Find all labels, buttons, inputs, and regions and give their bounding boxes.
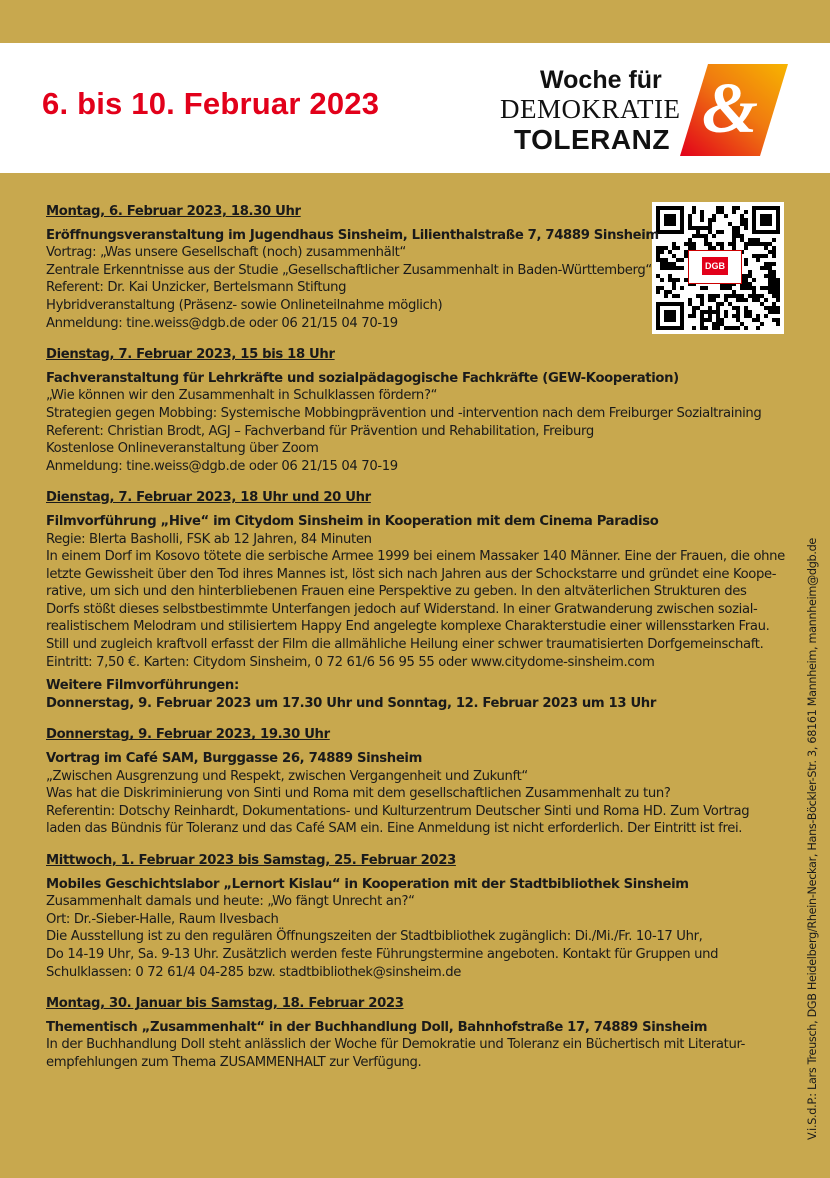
event-block (46, 346, 786, 475)
logo-line-3: TOLERANZ (514, 124, 670, 155)
event-title: Vortrag im Café SAM, Burggasse 26, 74889 Sinsheim (46, 751, 422, 767)
imprint: V.i.S.d.P.: Lars Treusch, DGB Heidelberg/Rhein-Neckar, Hans-Böckler-Str. 3, 68161 Mannheim, mannheim@dgb.de (806, 538, 819, 1140)
event-text-line: In einem Dorf im Kosovo tötete die serbische Armee 1999 bei einem Massaker 140 Männer. Eine der Frauen, die ohne (46, 549, 785, 565)
event-title: Mobiles Geschichtslabor „Lernort Kislau“ in Kooperation mit der Stadtbibliothek Sinsheim (46, 876, 689, 892)
logo-line-2: DEMOKRATIE (500, 94, 681, 124)
event-text-line: In der Buchhandlung Doll steht anlässlich der Woche für Demokratie und Toleranz ein Büchertisch mit Literatur- (46, 1037, 746, 1053)
event-text-line: „Zwischen Ausgrenzung und Respekt, zwischen Vergangenheit und Zukunft“ (46, 768, 528, 784)
event-text-line: Anmeldung: tine.weiss@dgb.de oder 06 21/15 04 70-19 (46, 315, 398, 331)
event-text-line: Vortrag: „Was unsere Gesellschaft (noch) zusammenhält“ (46, 245, 406, 261)
event-text-line: Referent: Christian Brodt, AGJ – Fachverband für Prävention und Rehabilitation, Freiburg (46, 423, 594, 439)
event-text-line: Dorfs stößt dieses selbstbestimmte Unterfangen jedoch auf Widerstand. In einer Gratwanderung zwischen sozial- (46, 601, 758, 617)
event-text-line: letzte Gewissheit über den Tod ihres Mannes ist, löst sich nach Jahren aus der Schockstarre und gründet eine Koope- (46, 566, 777, 582)
more-screenings-dates: Donnerstag, 9. Februar 2023 um 17.30 Uhr und Sonntag, 12. Februar 2023 um 13 Uhr (46, 695, 656, 711)
event-date: Montag, 6. Februar 2023, 18.30 Uhr (46, 204, 301, 219)
event-block (46, 203, 786, 332)
event-text-line: „Wie können wir den Zusammenhalt in Schulklassen fördern?“ (46, 388, 438, 404)
event-title: Fachveranstaltung für Lehrkräfte und sozialpädagogische Fachkräfte (GEW-Kooperation) (46, 370, 679, 386)
event-text-line: Still und zugleich kraftvoll erfasst der Film die allmähliche Heilung einer schwer traumatisierten Dorfgemeinschaft. (46, 637, 764, 653)
event-text-line: rative, um sich und den hinterbliebenen Frauen eine Perspektive zu geben. In den altväterlichen Strukturen des (46, 584, 747, 600)
event-text-line: Was hat die Diskriminierung von Sinti und Roma mit dem gesellschaftlichen Zusammenhalt zu tun? (46, 786, 671, 802)
event-date: Dienstag, 7. Februar 2023, 18 Uhr und 20 Uhr (46, 490, 371, 506)
event-text-line: Strategien gegen Mobbing: Systemische Mobbingprävention und -intervention nach dem Freiburger Sozialtraining (46, 405, 762, 421)
ampersand-logo-icon (680, 60, 790, 160)
svg-text:&: & (701, 68, 759, 148)
event-text-line: Zusammenhalt damals und heute: „Wo fängt Unrecht an?“ (46, 894, 415, 910)
event-logo (500, 58, 800, 168)
event-date: Donnerstag, 9. Februar 2023, 19.30 Uhr (46, 727, 330, 743)
event-title: Thementisch „Zusammenhalt“ in der Buchhandlung Doll, Bahnhofstraße 17, 74889 Sinsheim (46, 1019, 708, 1035)
event-text-line: Zentrale Erkenntnisse aus der Studie „Gesellschaftlicher Zusammenhalt in Baden-Württemberg“ (46, 262, 652, 278)
event-block (46, 995, 786, 1071)
event-text-line: Kostenlose Onlineveranstaltung über Zoom (46, 441, 319, 457)
event-text-line: Hybridveranstaltung (Präsenz- sowie Onlineteilnahme möglich) (46, 297, 443, 313)
event-text-line: Eintritt: 7,50 €. Karten: Citydom Sinsheim, 0 72 61/6 56 95 55 oder www.citydome-sinsheim.com (46, 654, 655, 670)
event-date: Montag, 30. Januar bis Samstag, 18. Februar 2023 (46, 996, 404, 1012)
logo-line-1: Woche für (540, 66, 662, 94)
event-text-line: realistischem Melodram und stilisiertem Happy End angelegte komplexe Charakterstudie einer willensstarken Frau. (46, 619, 770, 635)
event-text-line: Regie: Blerta Basholli, FSK ab 12 Jahren, 84 Minuten (46, 531, 372, 547)
event-text-line: Ort: Dr.-Sieber-Halle, Raum Ilvesbach (46, 911, 279, 927)
event-text-line: laden das Bündnis für Toleranz und das Café SAM ein. Eine Anmeldung ist nicht erforderlich. Der Eintritt ist frei. (46, 821, 743, 837)
event-title: Eröffnungsveranstaltung im Jugendhaus Sinsheim, Lilienthalstraße 7, 74889 Sinsheim (46, 227, 659, 243)
event-date: Dienstag, 7. Februar 2023, 15 bis 18 Uhr (46, 347, 335, 363)
page-title: 6. bis 10. Februar 2023 (42, 86, 380, 121)
event-text-line: Do 14-19 Uhr, Sa. 9-13 Uhr. Zusätzlich werden feste Führungstermine angeboten. Kontakt für Gruppen und (46, 946, 719, 962)
event-text-line: Schulklassen: 0 72 61/4 04-285 bzw. stadtbibliothek@sinsheim.de (46, 964, 462, 980)
event-block (46, 852, 786, 981)
event-list (46, 203, 786, 1086)
dgb-logo-icon: DGB (702, 257, 728, 275)
event-text-line: Anmeldung: tine.weiss@dgb.de oder 06 21/15 04 70-19 (46, 458, 398, 474)
event-text-line: Referentin: Dotschy Reinhardt, Dokumentations- und Kulturzentrum Deutscher Sinti und Roma HD. Zum Vortrag (46, 803, 750, 819)
event-text-line: Referent: Dr. Kai Unzicker, Bertelsmann Stiftung (46, 280, 347, 296)
event-text-line: empfehlungen zum Thema ZUSAMMENHALT zur Verfügung. (46, 1054, 422, 1070)
event-title: Filmvorführung „Hive“ im Citydom Sinsheim in Kooperation mit dem Cinema Paradiso (46, 513, 659, 529)
event-date: Mittwoch, 1. Februar 2023 bis Samstag, 25. Februar 2023 (46, 853, 456, 868)
event-text-line: Die Ausstellung ist zu den regulären Öffnungszeiten der Stadtbibliothek zugänglich: Di./Mi./Fr. 10-17 Uhr, (46, 929, 703, 945)
event-block (46, 726, 786, 838)
top-color-band (0, 0, 830, 43)
event-block (46, 489, 786, 712)
more-screenings-label: Weitere Filmvorführungen: (46, 678, 239, 694)
